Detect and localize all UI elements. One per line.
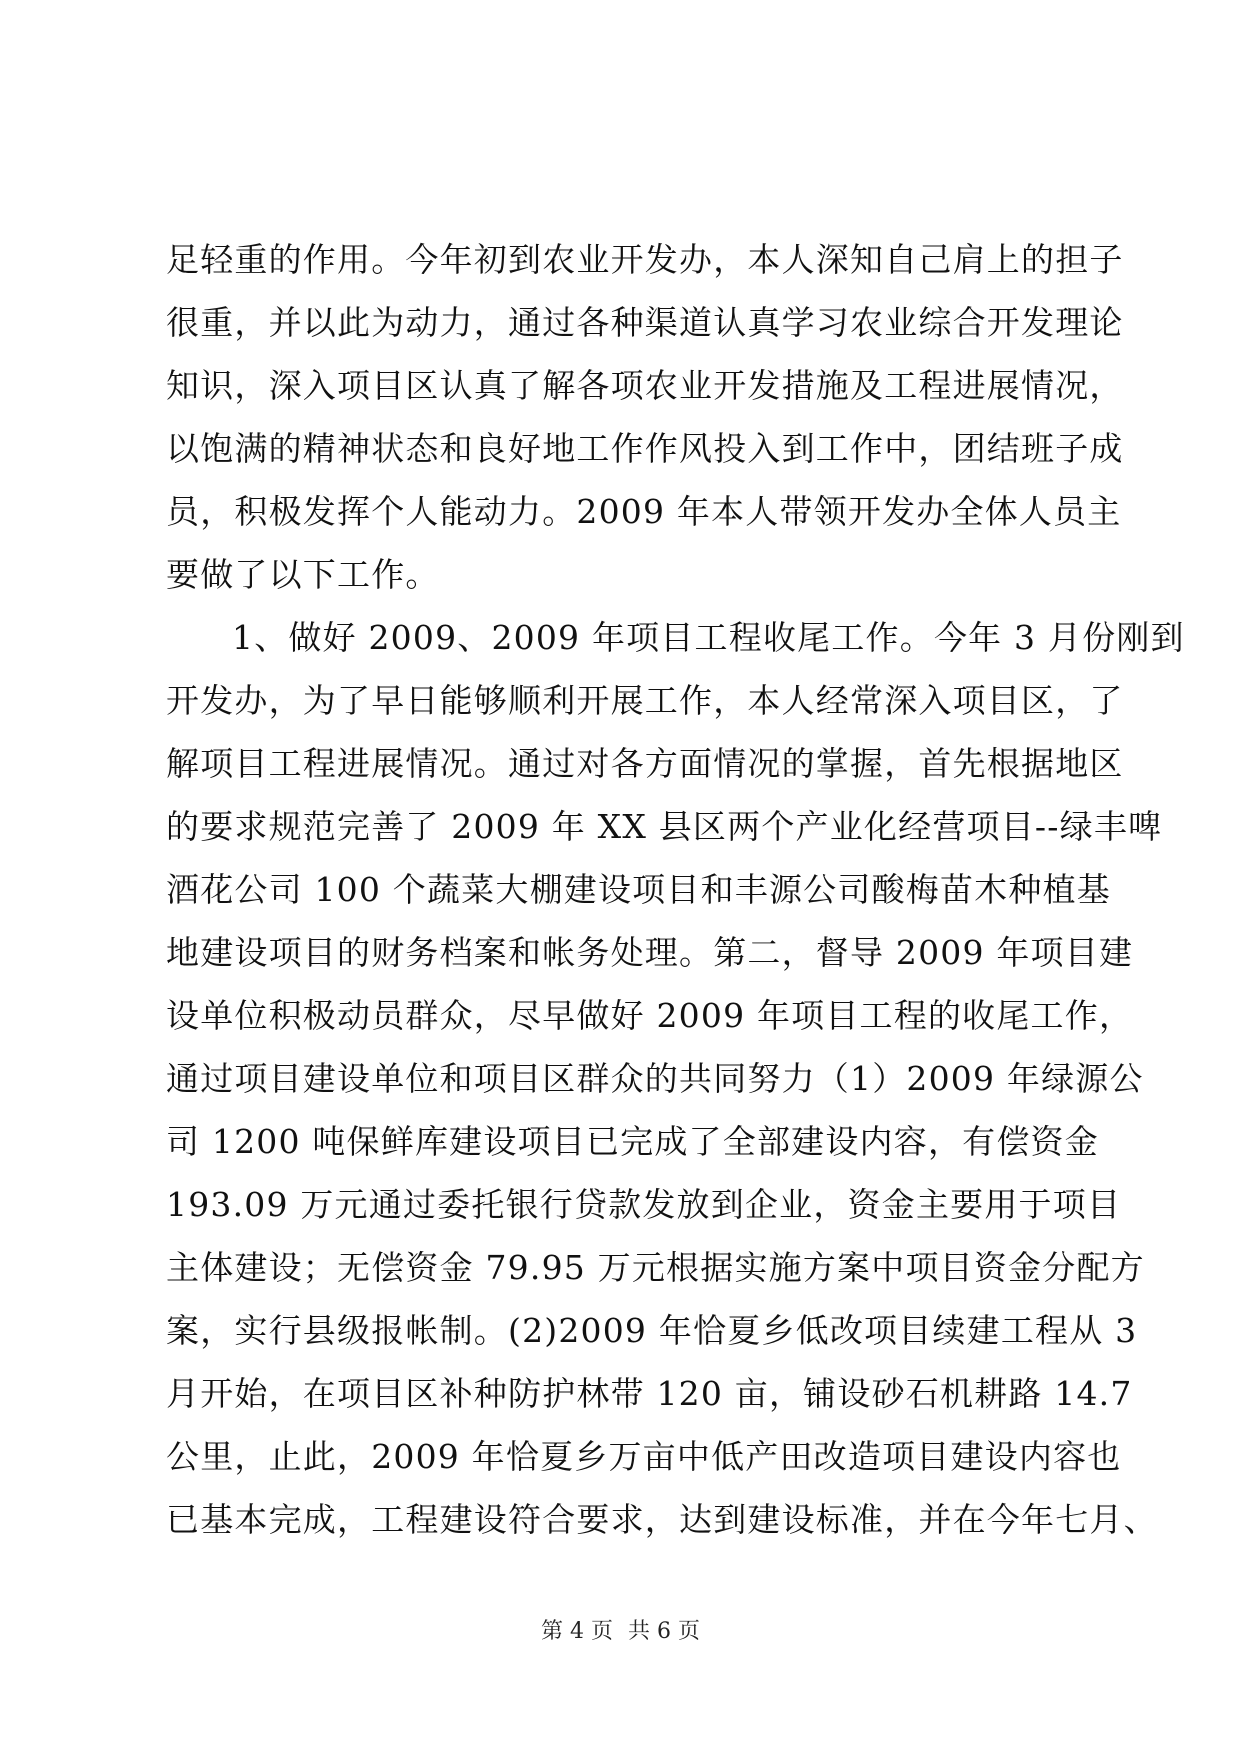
text-line: 很重，并以此为动力，通过各种渠道认真学习农业综合开发理论	[166, 303, 1124, 342]
text-line: 要做了以下工作。	[166, 555, 440, 594]
text-line: 主体建设；无偿资金 79.95 万元根据实施方案中项目资金分配方	[166, 1248, 1145, 1287]
text-line: 员，积极发挥个人能动力。2009 年本人带领开发办全体人员主	[166, 492, 1122, 531]
text-line: 的要求规范完善了 2009 年 XX 县区两个产业化经营项目--绿丰啤	[166, 807, 1163, 846]
text-line: 足轻重的作用。今年初到农业开发办，本人深知自己肩上的担子	[166, 240, 1124, 279]
page-number: 第 4 页	[541, 1619, 613, 1644]
text-line: 案，实行县级报帐制。(2)2009 年恰夏乡低改项目续建工程从 3	[166, 1311, 1138, 1350]
paragraph-start-line: 1、做好 2009、2009 年项目工程收尾工作。今年 3 月份刚到	[232, 618, 1185, 657]
text-line: 通过项目建设单位和项目区群众的共同努力（1）2009 年绿源公	[166, 1059, 1144, 1098]
text-line: 193.09 万元通过委托银行贷款发放到企业，资金主要用于项目	[166, 1185, 1122, 1224]
text-line: 公里，止此，2009 年恰夏乡万亩中低产田改造项目建设内容也	[166, 1437, 1122, 1476]
text-line: 月开始，在项目区补种防护林带 120 亩，铺设砂石机耕路 14.7	[166, 1374, 1133, 1413]
text-line: 开发办，为了早日能够顺利开展工作，本人经常深入项目区，了	[166, 681, 1124, 720]
text-line: 司 1200 吨保鲜库建设项目已完成了全部建设内容，有偿资金	[166, 1122, 1099, 1161]
text-line: 知识，深入项目区认真了解各项农业开发措施及工程进展情况，	[166, 366, 1124, 405]
text-line: 酒花公司 100 个蔬菜大棚建设项目和丰源公司酸梅苗木种植基	[166, 870, 1111, 909]
text-line: 已基本完成，工程建设符合要求，达到建设标准，并在今年七月、	[166, 1500, 1158, 1539]
page-total: 共 6 页	[628, 1619, 700, 1644]
text-line: 解项目工程进展情况。通过对各方面情况的掌握，首先根据地区	[166, 744, 1124, 783]
text-line: 以饱满的精神状态和良好地工作作风投入到工作中，团结班子成	[166, 429, 1124, 468]
page-footer	[0, 1614, 1241, 1645]
body-text	[166, 228, 1185, 1551]
text-line: 设单位积极动员群众，尽早做好 2009 年项目工程的收尾工作，	[166, 996, 1134, 1035]
text-line: 地建设项目的财务档案和帐务处理。第二，督导 2009 年项目建	[166, 933, 1134, 972]
